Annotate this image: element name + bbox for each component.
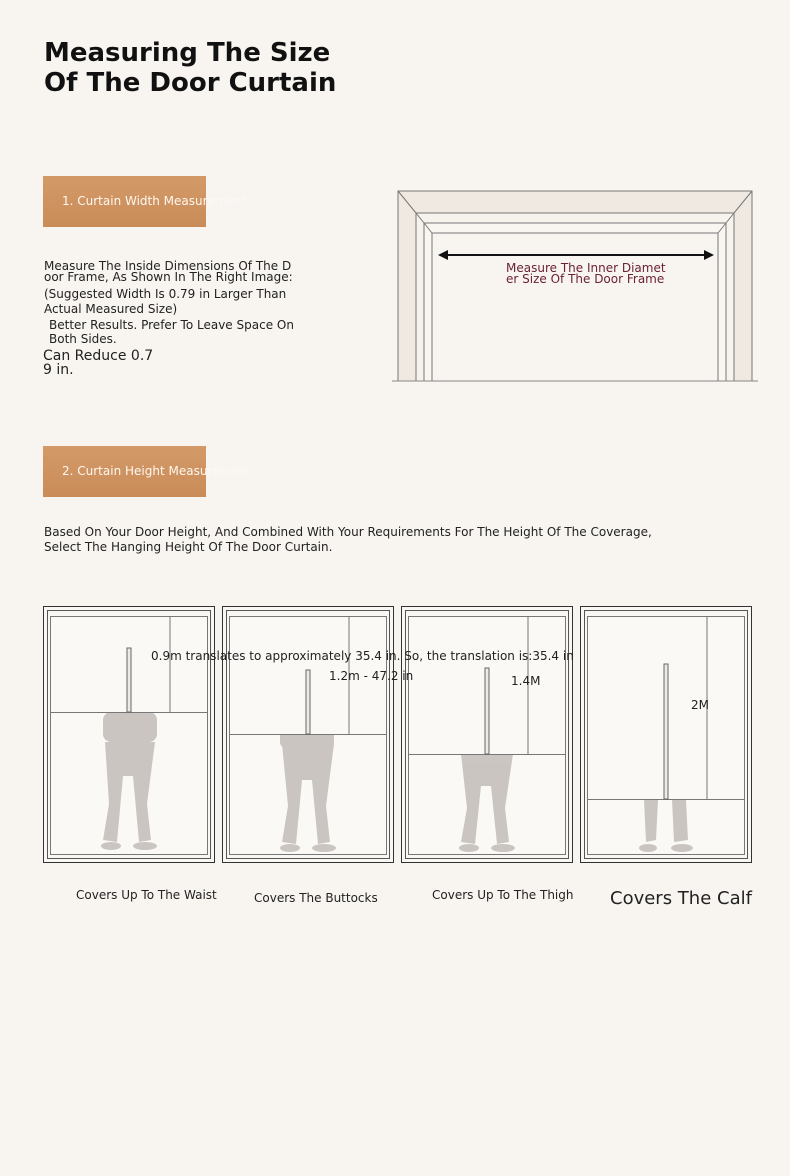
- height-badge-label: 2. Curtain Height Measure: [62, 464, 220, 478]
- height-label-2m: 2M: [691, 698, 709, 712]
- height-instruction-line-1: Based On Your Door Height, And Combined With Your Requirements For The Height Of The Coverage,: [44, 525, 652, 539]
- reduce-line-1: Can Reduce 0.7: [43, 348, 154, 364]
- height-measurement-badge: [43, 446, 251, 497]
- width-instruction-line-4: Actual Measured Size): [44, 302, 178, 316]
- height-label-1-4m: 1.4M: [511, 674, 541, 688]
- caption-waist: Covers Up To The Waist: [76, 888, 217, 902]
- height-label-0-9m: 0.9m translates to approximately 35.4 in. So, the translation is:35.4 in: [151, 649, 574, 663]
- waist-coverage-diagram: [43, 604, 215, 864]
- calf-coverage-diagram: [580, 604, 752, 864]
- width-instruction-line-5: Better Results. Prefer To Leave Space On: [49, 318, 294, 332]
- door-frame-diagram: [392, 186, 758, 386]
- width-instruction-line-1: Measure The Inside Dimensions Of The D: [44, 259, 292, 273]
- width-instruction-line-3: (Suggested Width Is 0.79 in Larger Than: [44, 287, 287, 301]
- caption-buttocks: Covers The Buttocks: [254, 891, 378, 905]
- frame-label-line-1: Measure The Inner Diamet: [506, 261, 666, 275]
- height-badge-fade: ment: [219, 464, 251, 478]
- width-arrow: [438, 250, 714, 260]
- width-badge-fade: ment: [214, 194, 247, 208]
- title-line-1: Measuring The Size: [44, 38, 331, 68]
- width-measurement-badge: [43, 176, 247, 227]
- page-title: [44, 38, 336, 98]
- caption-calf: Covers The Calf: [610, 888, 752, 909]
- thigh-coverage-diagram: [401, 604, 573, 864]
- width-badge-label: 1. Curtain Width Measure: [62, 194, 215, 208]
- reduce-line-2: 9 in.: [43, 362, 74, 378]
- frame-label-line-2: er Size Of The Door Frame: [506, 272, 665, 286]
- caption-thigh: Covers Up To The Thigh: [432, 888, 574, 902]
- width-instruction-line-2: oor Frame, As Shown In The Right Image:: [44, 270, 293, 284]
- height-instruction-line-2: Select The Hanging Height Of The Door Curtain.: [44, 540, 333, 554]
- title-line-2: Of The Door Curtain: [44, 68, 337, 98]
- height-label-1-2m: 1.2m - 47.2 in: [329, 669, 414, 683]
- frame-measure-label: [506, 263, 666, 285]
- buttocks-coverage-diagram: [222, 604, 394, 864]
- width-instruction-line-6: Both Sides.: [49, 332, 117, 346]
